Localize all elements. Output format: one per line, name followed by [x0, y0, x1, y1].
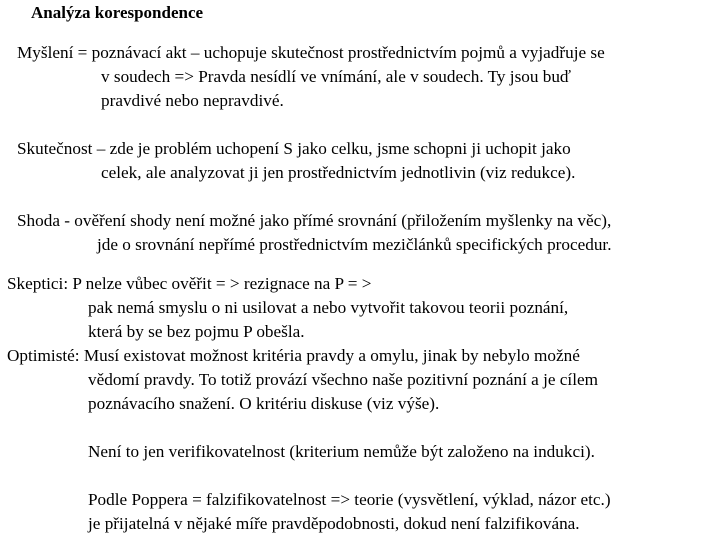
- shoda-line-1: Shoda - ověření shody není možné jako přímé srovnání (přiložením myšlenky na věc),: [17, 211, 612, 230]
- mysleni-line-1: Myšlení = poznávací akt – uchopuje skutečnost prostřednictvím pojmů a vyjadřuje se: [17, 43, 605, 62]
- slide-title: Analýza korespondence: [31, 3, 204, 22]
- mysleni-line-2: v soudech => Pravda nesídlí ve vnímání, ale v soudech. Ty jsou buď: [101, 67, 572, 86]
- optimiste-line-3: poznávacího snažení. O kritériu diskuse (viz výše).: [88, 394, 440, 413]
- mysleni-line-3: pravdivé nebo nepravdivé.: [101, 91, 284, 110]
- shoda-line-2: jde o srovnání nepřímé prostřednictvím mezičlánků specifických procedur.: [97, 235, 612, 254]
- optimiste-line-6: je přijatelná v nějaké míře pravděpodobnosti, dokud není falzifikována.: [88, 514, 580, 533]
- skeptici-line-3: která by se bez pojmu P obešla.: [88, 322, 305, 341]
- skutecnost-line-2: celek, ale analyzovat ji jen prostřednictvím jednotlivin (viz redukce).: [101, 163, 576, 182]
- optimiste-line-1: Optimisté: Musí existovat možnost kritéria pravdy a omylu, jinak by nebylo možné: [7, 346, 580, 365]
- skeptici-line-2: pak nemá smyslu o ni usilovat a nebo vytvořit takovou teorii poznání,: [88, 298, 569, 317]
- optimiste-line-2: vědomí pravdy. To totiž provází všechno naše pozitivní poznání a je cílem: [88, 370, 598, 389]
- optimiste-line-4: Není to jen verifikovatelnost (kriterium nemůže být založeno na indukci).: [88, 442, 595, 461]
- skutecnost-line-1: Skutečnost – zde je problém uchopení S jako celku, jsme schopni ji uchopit jako: [17, 139, 571, 158]
- skeptici-line-1: Skeptici: P nelze vůbec ověřit = > rezignace na P = >: [7, 274, 372, 293]
- optimiste-line-5: Podle Poppera = falzifikovatelnost => teorie (vysvětlení, výklad, názor etc.): [88, 490, 611, 509]
